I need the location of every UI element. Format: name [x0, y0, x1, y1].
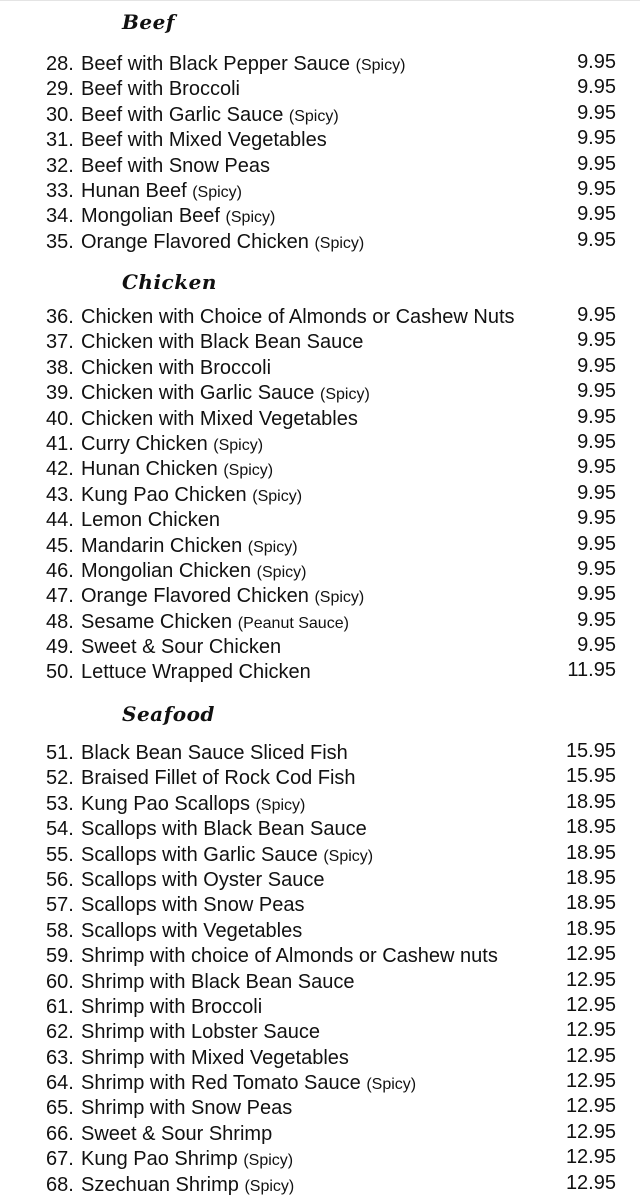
item-price: 9.95 [577, 405, 616, 428]
item-name: Kung Pao Scallops [81, 792, 251, 815]
item-price: 12.95 [565, 1070, 616, 1093]
item-price: 12.95 [565, 993, 616, 1016]
item-price: 9.95 [577, 228, 616, 251]
item-number: 41. [46, 432, 74, 455]
item-note: (Spicy) [225, 209, 276, 227]
menu-item-row [0, 970, 640, 995]
menu-item-row [0, 660, 640, 685]
menu-item-row [0, 792, 640, 817]
item-name-wrap [81, 52, 405, 78]
item-number: 34. [46, 205, 74, 228]
item-name: Mongolian Chicken [81, 559, 252, 582]
top-divider [0, 0, 640, 1]
item-name: Kung Pao Shrimp [81, 1148, 238, 1171]
item-price: 18.95 [565, 866, 616, 889]
item-price: 9.95 [577, 608, 616, 631]
item-number: 57. [46, 894, 74, 917]
item-number: 53. [46, 792, 74, 815]
item-name: Chicken with Broccoli [81, 356, 272, 379]
menu-item-row [0, 1071, 640, 1096]
item-number: 40. [46, 407, 74, 430]
item-name: Hunan Chicken [81, 458, 218, 481]
item-price: 9.95 [577, 507, 616, 530]
item-number: 51. [46, 742, 74, 764]
item-name-wrap [81, 741, 348, 766]
item-note: (Spicy) [252, 487, 303, 505]
item-price: 12.95 [565, 1146, 616, 1169]
item-name: Beef with Broccoli [81, 78, 240, 101]
item-name: Mandarin Chicken [81, 534, 243, 557]
item-name: Sweet & Sour Shrimp [81, 1122, 273, 1145]
item-name: Scallops with Oyster Sauce [81, 868, 325, 891]
item-note: (Peanut Sauce) [237, 614, 349, 632]
menu-item-row [0, 457, 640, 482]
item-name: Shrimp with Lobster Sauce [81, 1021, 321, 1044]
item-number: 67. [46, 1148, 74, 1171]
item-number: 28. [46, 53, 74, 75]
item-number: 63. [46, 1046, 74, 1069]
item-price: 15.95 [565, 740, 616, 762]
item-note: (Spicy) [288, 107, 339, 125]
item-name: Shrimp with choice of Almonds or Cashew nuts [81, 945, 498, 968]
item-name-wrap [81, 660, 311, 685]
item-price: 18.95 [565, 816, 616, 839]
item-name-wrap [81, 457, 273, 483]
item-name: Shrimp with Red Tomato Sauce [81, 1072, 361, 1095]
item-price: 12.95 [565, 943, 616, 966]
item-note: (Spicy) [320, 386, 370, 404]
item-note: (Spicy) [323, 847, 374, 865]
item-name: Lettuce Wrapped Chicken [81, 661, 311, 684]
menu-item-row [0, 635, 640, 660]
item-price: 15.95 [565, 765, 616, 788]
item-price: 9.95 [577, 101, 616, 124]
item-price: 9.95 [577, 634, 616, 657]
menu-item-row [0, 766, 640, 791]
item-name-wrap [81, 508, 220, 533]
item-name: Shrimp with Snow Peas [81, 1097, 293, 1120]
item-name-wrap [81, 179, 242, 205]
menu-item-row [0, 1147, 640, 1172]
item-number: 32. [46, 154, 74, 177]
section-title-chicken: Chicken [122, 270, 217, 294]
item-name: Chicken with Mixed Vegetables [81, 407, 358, 430]
menu-item-row [0, 893, 640, 918]
menu-item-row [0, 610, 640, 635]
item-number: 37. [46, 331, 74, 354]
item-name: Curry Chicken [81, 432, 208, 455]
item-number: 61. [46, 995, 74, 1018]
item-price: 9.95 [577, 51, 616, 73]
item-note: (Spicy) [192, 183, 242, 201]
item-name: Sesame Chicken [81, 610, 233, 633]
item-name-wrap [81, 1173, 294, 1199]
item-name: Beef with Black Pepper Sauce [81, 53, 351, 75]
item-name: Scallops with Garlic Sauce [81, 843, 318, 866]
menu-item-row [0, 1173, 640, 1198]
item-note: (Spicy) [247, 538, 298, 556]
menu-item-row [0, 817, 640, 842]
item-note: (Spicy) [213, 436, 264, 454]
item-number: 49. [46, 636, 74, 659]
item-name-wrap [81, 559, 306, 585]
item-name: Chicken with Garlic Sauce [81, 382, 315, 405]
menu-item-row [0, 843, 640, 868]
item-number: 35. [46, 230, 74, 253]
item-name-wrap [81, 1122, 272, 1147]
item-name-wrap [81, 1147, 293, 1173]
item-name: Hunan Beef [81, 179, 187, 202]
item-price: 9.95 [577, 329, 616, 352]
item-number: 43. [46, 483, 74, 506]
item-number: 56. [46, 868, 74, 891]
item-name-wrap [81, 635, 281, 660]
item-name: Mongolian Beef [81, 205, 220, 228]
item-name-wrap [81, 1071, 416, 1097]
item-number: 29. [46, 78, 74, 101]
item-name-wrap [81, 995, 262, 1020]
item-price: 12.95 [565, 1019, 616, 1042]
menu-item-row [0, 483, 640, 508]
item-note: (Spicy) [243, 1152, 294, 1170]
section-items-chicken [0, 305, 640, 686]
item-name-wrap [81, 128, 327, 153]
item-name-wrap [81, 432, 263, 458]
item-number: 42. [46, 458, 74, 481]
item-name-wrap [81, 154, 270, 179]
menu-item-row [0, 103, 640, 128]
item-number: 62. [46, 1021, 74, 1044]
menu-item-row [0, 1046, 640, 1071]
menu-item-row [0, 508, 640, 533]
item-name-wrap [81, 77, 240, 102]
menu-item-row [0, 179, 640, 204]
item-name-wrap [81, 919, 302, 944]
item-name: Beef with Snow Peas [81, 154, 270, 177]
item-name: Shrimp with Black Bean Sauce [81, 970, 355, 993]
item-name: Lemon Chicken [81, 509, 220, 532]
menu-item-row [0, 584, 640, 609]
item-name-wrap [81, 407, 358, 432]
item-name-wrap [81, 1096, 292, 1121]
section-title-beef: Beef [122, 10, 175, 34]
section-title-seafood: Seafood [122, 702, 215, 726]
menu-item-row [0, 204, 640, 229]
item-name-wrap [81, 843, 373, 869]
menu-item-row [0, 868, 640, 893]
item-price: 12.95 [565, 1095, 616, 1118]
item-price: 9.95 [577, 354, 616, 377]
item-price: 9.95 [577, 557, 616, 580]
menu-item-row [0, 381, 640, 406]
menu-item-row [0, 128, 640, 153]
item-price: 9.95 [577, 203, 616, 226]
item-number: 45. [46, 534, 74, 557]
item-price: 9.95 [577, 583, 616, 606]
menu-item-row [0, 305, 640, 330]
item-name: Orange Flavored Chicken [81, 230, 309, 253]
item-name: Beef with Mixed Vegetables [81, 129, 327, 152]
item-number: 36. [46, 306, 74, 328]
menu-item-row [0, 559, 640, 584]
item-number: 38. [46, 356, 74, 379]
item-price: 9.95 [577, 76, 616, 99]
item-price: 9.95 [577, 304, 616, 326]
item-note: (Spicy) [366, 1076, 417, 1094]
menu-item-row [0, 534, 640, 559]
item-name: Szechuan Shrimp [81, 1173, 239, 1196]
item-name-wrap [81, 230, 364, 256]
menu-item-row [0, 230, 640, 255]
item-name: Shrimp with Mixed Vegetables [81, 1046, 349, 1069]
item-number: 59. [46, 945, 74, 968]
item-note: (Spicy) [355, 57, 406, 74]
item-number: 50. [46, 661, 74, 684]
menu-item-row [0, 52, 640, 77]
item-price: 9.95 [577, 152, 616, 175]
item-note: (Spicy) [256, 563, 307, 581]
menu-item-row [0, 1020, 640, 1045]
item-name: Beef with Garlic Sauce [81, 103, 284, 126]
item-number: 55. [46, 843, 74, 866]
item-name-wrap [81, 610, 349, 636]
item-number: 66. [46, 1122, 74, 1145]
item-note: (Spicy) [314, 589, 365, 607]
item-name-wrap [81, 584, 364, 610]
item-number: 52. [46, 767, 74, 790]
item-number: 46. [46, 559, 74, 582]
item-price: 11.95 [567, 659, 616, 682]
item-number: 47. [46, 585, 74, 608]
item-price: 9.95 [577, 532, 616, 555]
item-name: Scallops with Vegetables [81, 919, 303, 942]
menu-item-row [0, 995, 640, 1020]
item-price: 18.95 [565, 917, 616, 940]
menu-item-row [0, 432, 640, 457]
item-number: 31. [46, 129, 74, 152]
item-number: 68. [46, 1173, 74, 1196]
item-name-wrap [81, 970, 354, 995]
item-name-wrap [81, 817, 367, 842]
item-number: 33. [46, 179, 74, 202]
item-number: 44. [46, 509, 74, 532]
item-number: 64. [46, 1072, 74, 1095]
item-price: 12.95 [565, 1044, 616, 1067]
item-price: 9.95 [577, 430, 616, 453]
item-name-wrap [81, 483, 302, 509]
item-price: 9.95 [577, 481, 616, 504]
menu-item-row [0, 407, 640, 432]
item-name-wrap [81, 868, 324, 893]
item-name-wrap [81, 204, 275, 230]
item-name: Kung Pao Chicken [81, 483, 247, 506]
item-name-wrap [81, 534, 298, 560]
item-name: Black Bean Sauce Sliced Fish [81, 742, 348, 764]
menu-item-row [0, 356, 640, 381]
item-number: 60. [46, 970, 74, 993]
menu-item-row [0, 77, 640, 102]
item-name-wrap [81, 103, 339, 129]
menu-item-row [0, 741, 640, 766]
item-name-wrap [81, 944, 498, 969]
item-name: Scallops with Snow Peas [81, 894, 305, 917]
item-price: 18.95 [565, 841, 616, 864]
item-number: 30. [46, 103, 74, 126]
menu-item-row [0, 944, 640, 969]
item-price: 18.95 [565, 790, 616, 813]
item-note: (Spicy) [244, 1177, 295, 1195]
item-number: 48. [46, 610, 74, 633]
section-items-seafood [0, 741, 640, 1198]
item-name: Chicken with Black Bean Sauce [81, 331, 364, 354]
item-name: Braised Fillet of Rock Cod Fish [81, 767, 356, 790]
item-price: 9.95 [577, 177, 616, 200]
item-name-wrap [81, 1020, 320, 1045]
menu-item-row [0, 154, 640, 179]
item-number: 54. [46, 818, 74, 841]
item-name-wrap [81, 792, 305, 818]
item-number: 65. [46, 1097, 74, 1120]
item-name-wrap [81, 893, 304, 918]
item-price: 9.95 [577, 456, 616, 479]
menu-item-row [0, 1096, 640, 1121]
menu-item-row [0, 919, 640, 944]
item-name-wrap [81, 381, 370, 407]
menu-item-row [0, 330, 640, 355]
item-price: 9.95 [577, 127, 616, 150]
item-note: (Spicy) [223, 462, 274, 480]
item-price: 9.95 [577, 380, 616, 403]
item-number: 58. [46, 919, 74, 942]
menu-item-row [0, 1122, 640, 1147]
item-price: 18.95 [565, 892, 616, 915]
section-items-beef [0, 52, 640, 255]
item-name: Orange Flavored Chicken [81, 585, 309, 608]
item-name: Sweet & Sour Chicken [81, 636, 282, 659]
item-name-wrap [81, 305, 515, 330]
item-name-wrap [81, 1046, 349, 1071]
item-note: (Spicy) [255, 796, 306, 814]
item-price: 12.95 [565, 1171, 616, 1194]
item-name: Chicken with Choice of Almonds or Cashew Nuts [81, 306, 515, 328]
item-price: 12.95 [565, 1120, 616, 1143]
item-price: 12.95 [565, 968, 616, 991]
item-name-wrap [81, 766, 356, 791]
item-name: Shrimp with Broccoli [81, 995, 263, 1018]
item-name-wrap [81, 356, 271, 381]
item-number: 39. [46, 382, 74, 405]
item-name: Scallops with Black Bean Sauce [81, 818, 367, 841]
item-note: (Spicy) [314, 234, 365, 252]
item-name-wrap [81, 330, 363, 355]
